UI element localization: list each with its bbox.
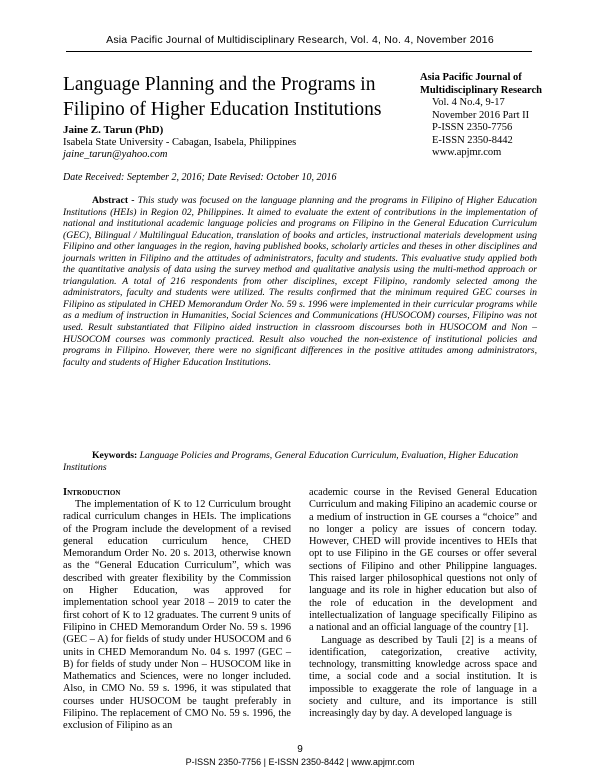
header-rule	[66, 51, 532, 52]
journal-pissn: P-ISSN 2350-7756	[432, 122, 513, 133]
journal-eissn: E-ISSN 2350-8442	[432, 134, 513, 146]
page-number: 9	[297, 744, 303, 755]
body-paragraph: academic course in the Revised General Education Curriculum and making Filipino an academic course or a medium of instruction in GE courses a “choice” and no longer a policy are issues of concern today. However, CHED will provide incentives to HEIs that opt to use Filipino in the GE courses or offer several sections of Filipino and other Philippine languages. This raised larger philosophical questions not only of language and its role in higher education but also of the role of education in the development and intellectualization of language specifically Filipino as a national and an official language of the country [1].	[309, 487, 537, 634]
footer: P-ISSN 2350-7756 | E-ISSN 2350-8442 | www.apjmr.com	[185, 757, 415, 767]
body-paragraph: The implementation of K to 12 Curriculum brought radical curriculum changes in HEIs. The implications of the Program include the development of a revised general education curriculum hence, CHED Memorandum Order No. 20 s. 2013, otherwise known as the “General Education Curriculum”, which was described with greater flexibility by the Commission on Higher Education, was approved for implementation school year 2018 – 2019 to cater the first cohort of K to 12 graduates. The current 9 units of Filipino in CHED Memorandum Order No. 59 s. 1996 (GEC – A) for fields of study under HUSOCOM and 6 units in CHED Memorandum No. 04 s. 1997 (GEC – B) for fields of study under Non – HUSOCOM like in Mathematics and Sciences, were no longer included. Also, in CMO No. 59 s. 1996, it was stipulated that courses under HUSOCOM be taught preferably in Filipino. The replacement of CMO No. 59 s. 1996, the exclusion of Filipino as an	[63, 499, 291, 732]
body-column-right	[309, 487, 537, 721]
journal-name-line: Asia Pacific Journal of	[420, 72, 522, 83]
running-header: Asia Pacific Journal of Multidisciplinary Research, Vol. 4, No. 4, November 2016	[106, 34, 494, 46]
author-affiliation: Isabela State University - Cabagan, Isabela, Philippines	[63, 136, 297, 148]
abstract-text: This study was focused on the language planning and the programs in Filipino of Higher Education Institutions (HEIs) in Region 02, Philippines. It aimed to evaluate the extent of contributions in the implementation of national and institutional academic language policies and programs on Filipino in the General Education Curriculum (GEC), Bilingual / Multilingual Education, translation of books and articles, instructional materials development using Filipino and other languages in the region, having published books, scholarly articles and theses in other disciplines and journals written in Filipino and the attitudes of administrators, faculty and students. This evaluative study applied both the quantitative analysis of data using the survey method and qualitative analysis using the multi-method approach or triangulation. A total of 216 respondents from other disciplines, except Filipino, randomly selected among the administrators, faculty and students were utilized. The results confirmed that the minimum required GEC courses in Filipino as stipulated in CHED Memorandum Order No. 59 s. 1996 were implemented in their curricular programs while as a medium of instruction in Humanities, Social Sciences and Communications (HUSOCOM) courses, Filipino was not used. Result substantiated that Filipino aided instruction in classroom discourses both in HUSOCOM and Non – HUSOCOM courses was commonly practiced. Result also vouched the non-existence of institutional policies and programs in Filipino. However, there were no significant differences in the positive attitudes among administrators, faculty and students of Higher Education Institutions.	[63, 195, 537, 368]
section-heading-introduction: Introduction	[63, 487, 121, 498]
keywords-text: Language Policies and Programs, General Education Curriculum, Evaluation, Higher Education Institutions	[63, 450, 519, 473]
journal-info	[420, 72, 550, 160]
keywords-label: Keywords:	[92, 450, 140, 461]
body-paragraph: Language as described by Tauli [2] is a means of identification, categorization, creative activity, technology, transmitting knowledge across space and time, a social code and a social institution. It is impossible to exaggerate the role of language in a society and culture, and its importance is still increasingly day by day. A developed language is	[309, 634, 537, 720]
journal-name-line: Multidisciplinary Research	[420, 84, 543, 96]
journal-name	[420, 72, 550, 97]
journal-volume: Vol. 4 No.4, 9-17	[432, 97, 505, 108]
date-line: Date Received: September 2, 2016; Date Revised: October 10, 2016	[63, 172, 337, 183]
journal-website: www.apjmr.com	[432, 147, 502, 158]
abstract-label: Abstract -	[92, 195, 138, 206]
paper-title	[63, 72, 403, 122]
abstract	[63, 195, 537, 368]
author-email: jaine_tarun@yahoo.com	[63, 149, 168, 160]
title-line: Language Planning and the Programs in	[63, 74, 376, 95]
author-name: Jaine Z. Tarun (PhD)	[63, 124, 164, 136]
keywords	[63, 450, 537, 473]
author-block	[63, 124, 423, 162]
title-line: Filipino of Higher Education Institutions	[63, 99, 382, 120]
journal-issue: November 2016 Part II	[432, 109, 530, 121]
body-column-left	[63, 499, 291, 733]
